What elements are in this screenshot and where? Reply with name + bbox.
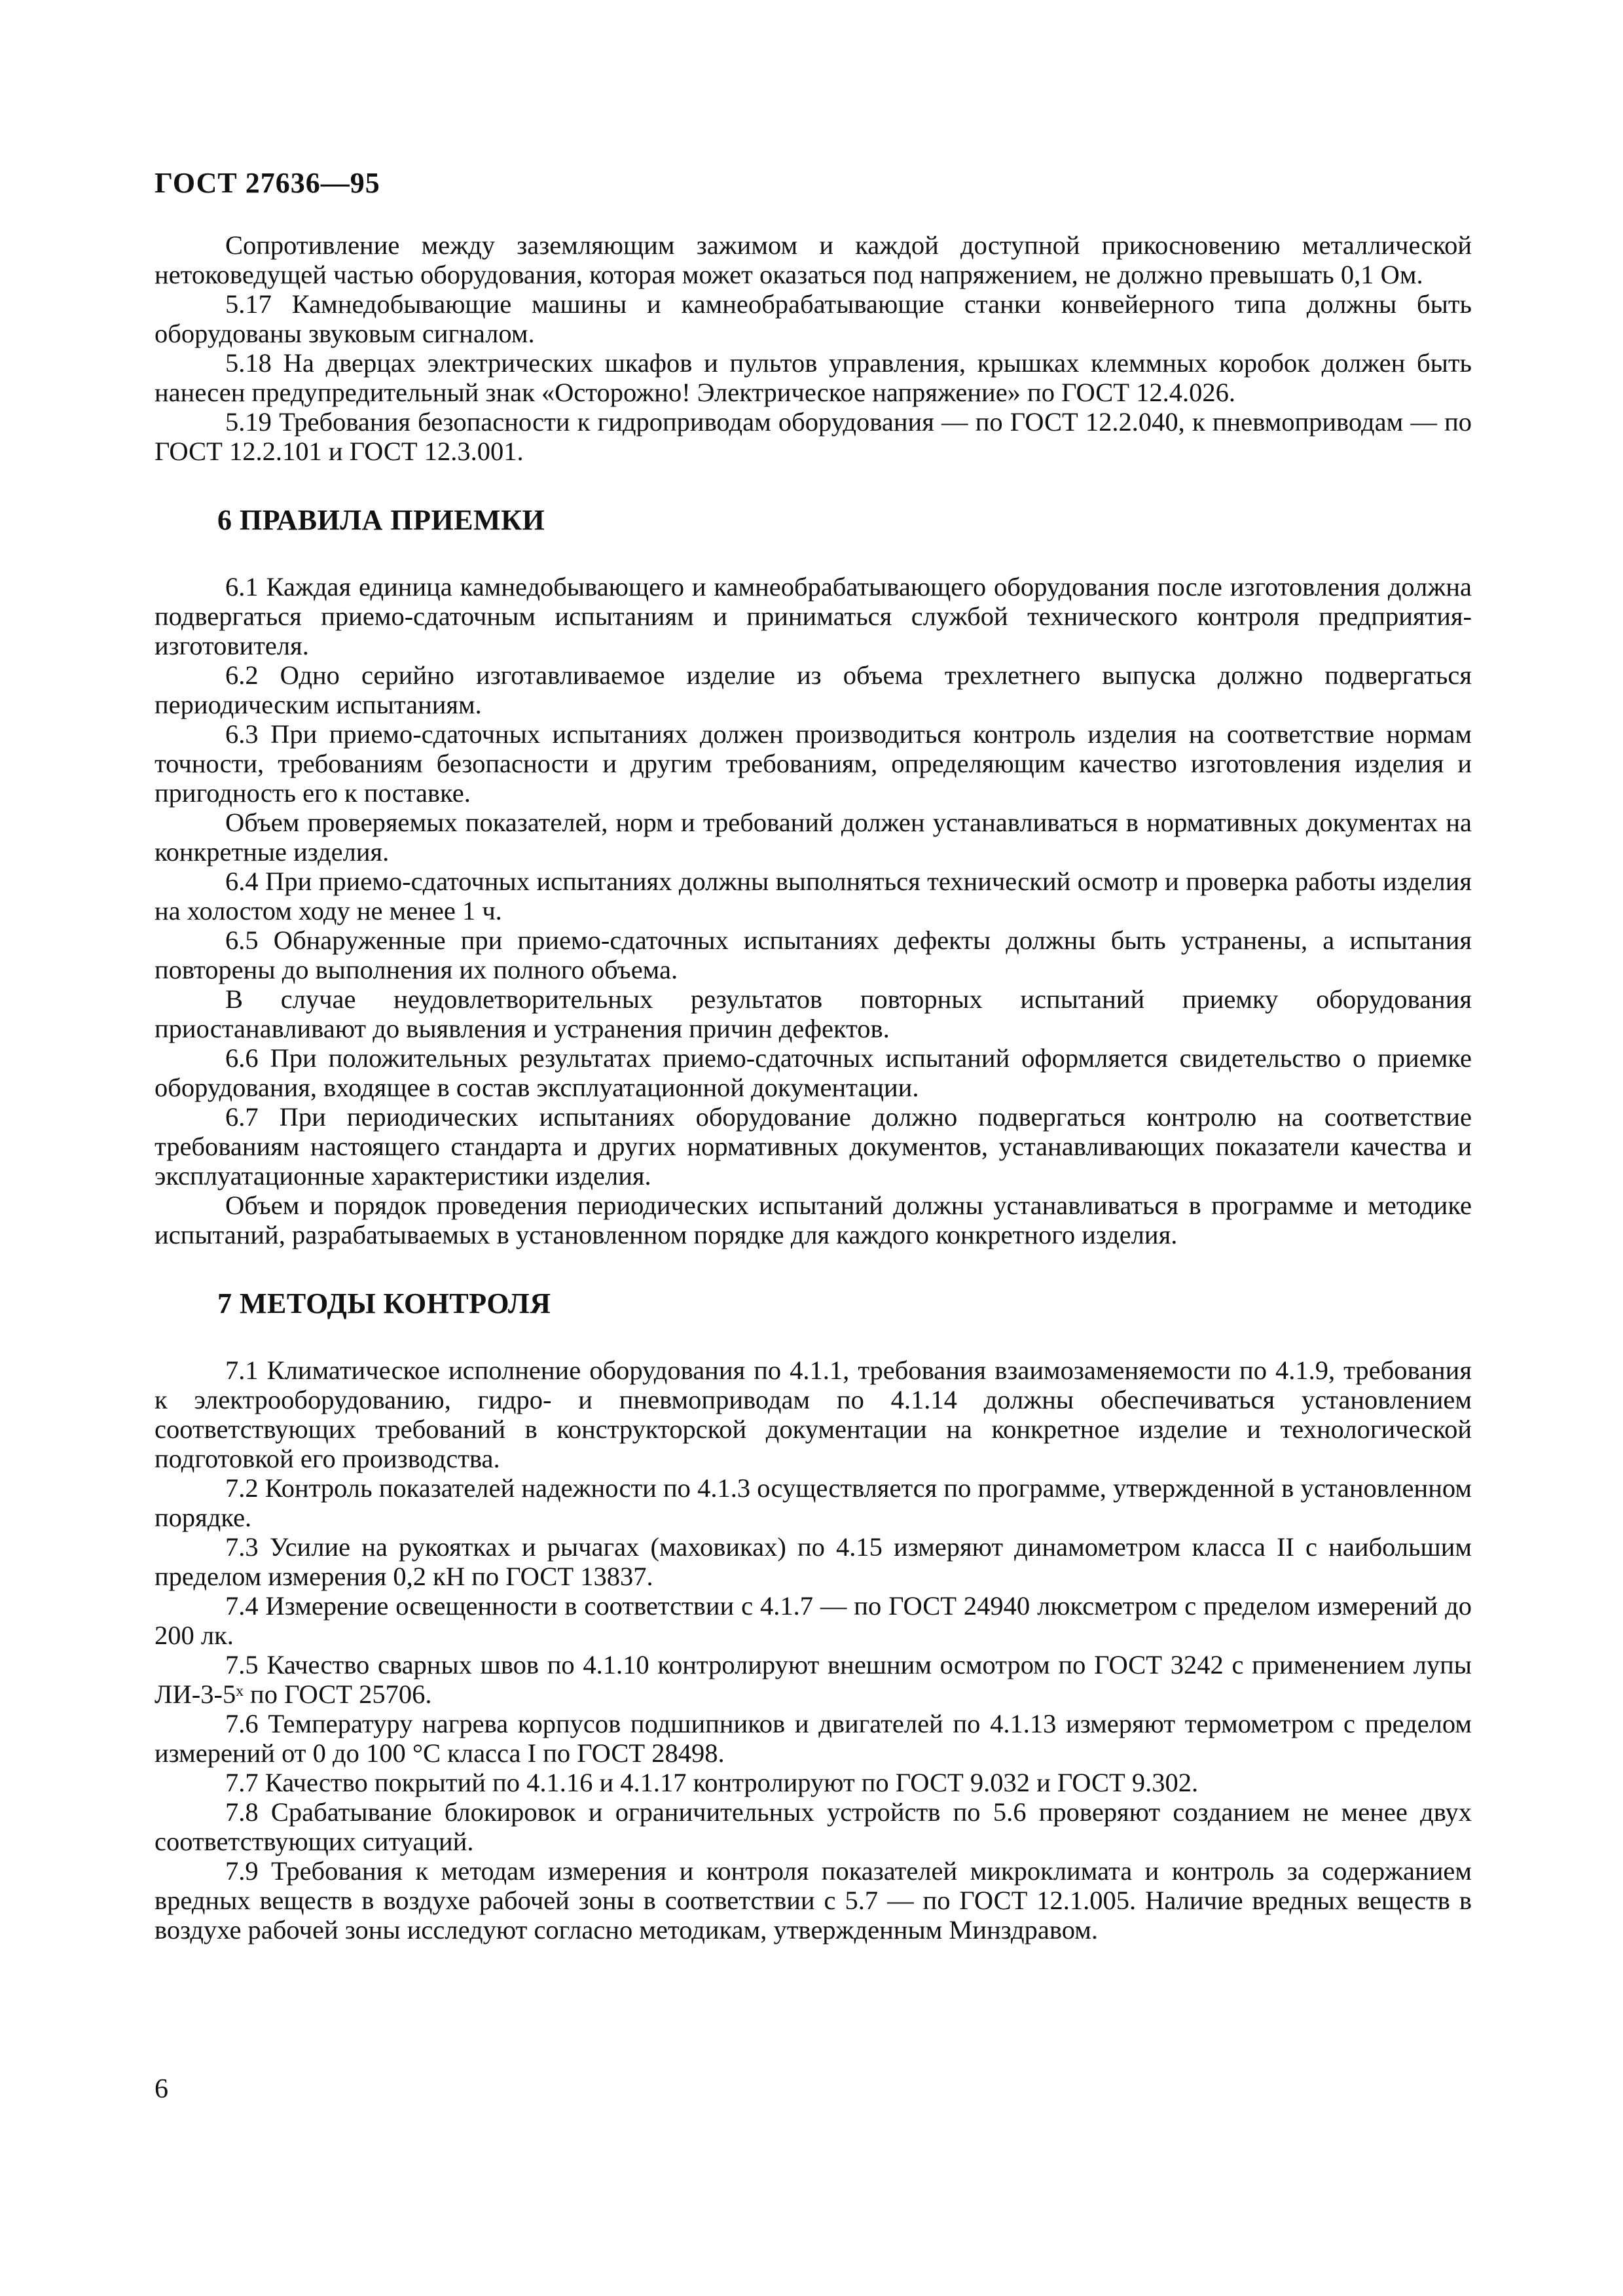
page-number: 6 — [155, 2074, 168, 2104]
paragraph-7-7: 7.7 Качество покрытий по 4.1.16 и 4.1.17 контролируют по ГОСТ 9.032 и ГОСТ 9.302. — [225, 1768, 1199, 1797]
paragraph-6-5: 6.5 Обнаруженные при приемо-сдаточных испытаниях дефекты должны быть устранены, а испытания повторены до выполнения их полного объема. — [155, 925, 1472, 984]
document-header-code: ГОСТ 27636—95 — [155, 167, 380, 199]
paragraph-7-5: 7.5 Качество сварных швов по 4.1.10 контролируют внешним осмотром по ГОСТ 3242 с применением лупы ЛИ-3-5ˣ по ГОСТ 25706. — [155, 1650, 1472, 1709]
paragraph-7-2: 7.2 Контроль показателей надежности по 4.1.3 осуществляется по программе, утвержденной в установленном порядке. — [155, 1473, 1472, 1532]
paragraph-7-3: 7.3 Усилие на рукоятках и рычагах (маховиках) по 4.15 измеряют динамометром класса II с наибольшим пределом измерения 0,2 кН по ГОСТ 13837. — [155, 1532, 1472, 1591]
paragraph-5-17: 5.17 Камнедобывающие машины и камнеобрабатывающие станки конвейерного типа должны быть оборудованы звуковым сигналом. — [155, 289, 1472, 348]
paragraph-6-4: 6.4 При приемо-сдаточных испытаниях должны выполняться технический осмотр и проверка работы изделия на холостом ходу не менее 1 ч. — [155, 867, 1472, 925]
paragraph-7-8: 7.8 Срабатывание блокировок и ограничительных устройств по 5.6 проверяют созданием не менее двух соответствующих ситуаций. — [155, 1797, 1472, 1856]
paragraph-7-4: 7.4 Измерение освещенности в соответствии с 4.1.7 — по ГОСТ 24940 люксметром с пределом измерений до 200 лк. — [155, 1591, 1472, 1650]
paragraph-5-16-cont: Сопротивление между заземляющим зажимом и каждой доступной прикосновению металлической нетоковедущей частью оборудования, которая может оказаться под напряжением, не должно превышать 0,1 Ом. — [155, 230, 1472, 289]
section-heading-6: 6 ПРАВИЛА ПРИЕМКИ — [217, 504, 545, 536]
paragraph-6-3-scope: Объем проверяемых показателей, норм и требований должен устанавливаться в нормативных документах на конкретные изделия. — [155, 808, 1472, 867]
paragraph-6-5-failure: В случае неудовлетворительных результатов повторных испытаний приемку оборудования приостанавливают до выявления и устранения причин дефектов. — [155, 984, 1472, 1043]
page-content — [155, 230, 1472, 1945]
paragraph-6-7-scope: Объем и порядок проведения периодических испытаний должны устанавливаться в программе и методике испытаний, разрабатываемых в установленном порядке для каждого конкретного изделия. — [155, 1191, 1472, 1249]
paragraph-5-18: 5.18 На дверцах электрических шкафов и пультов управления, крышках клеммных коробок должен быть нанесен предупредительный знак «Осторожно! Электрическое напряжение» по ГОСТ 12.4.026. — [155, 348, 1472, 407]
paragraph-7-6: 7.6 Температуру нагрева корпусов подшипников и двигателей по 4.1.13 измеряют термометром с пределом измерений от 0 до 100 °С класса I по ГОСТ 28498. — [155, 1709, 1472, 1768]
paragraph-6-3: 6.3 При приемо-сдаточных испытаниях должен производиться контроль изделия на соответствие нормам точности, требованиям безопасности и другим требованиям, определяющим качество изготовления изделия и пригодность его к поставке. — [155, 719, 1472, 808]
paragraph-6-7: 6.7 При периодических испытаниях оборудование должно подвергаться контролю на соответствие требованиям настоящего стандарта и других нормативных документов, устанавливающих показатели качества и эксплуатационные характеристики изделия. — [155, 1102, 1472, 1191]
paragraph-5-19: 5.19 Требования безопасности к гидроприводам оборудования — по ГОСТ 12.2.040, к пневмоприводам — по ГОСТ 12.2.101 и ГОСТ 12.3.001. — [155, 407, 1472, 466]
paragraph-6-2: 6.2 Одно серийно изготавливаемое изделие из объема трехлетнего выпуска должно подвергаться периодическим испытаниям. — [155, 660, 1472, 719]
paragraph-6-1: 6.1 Каждая единица камнедобывающего и камнеобрабатывающего оборудования после изготовления должна подвергаться приемо-сдаточным испытаниям и приниматься службой технического контроля предприятия-изготовителя. — [155, 572, 1472, 660]
paragraph-6-6: 6.6 При положительных результатах приемо-сдаточных испытаний оформляется свидетельство о приемке оборудования, входящее в состав эксплуатационной документации. — [155, 1043, 1472, 1102]
paragraph-7-1: 7.1 Климатическое исполнение оборудования по 4.1.1, требования взаимозаменяемости по 4.1.9, требования к электрооборудованию, гидро- и пневмоприводам по 4.1.14 должны обеспечиваться установлением соответствующих требований в конструкторской документации на конкретное изделие и технологической подготовкой его производства. — [155, 1355, 1472, 1473]
section-heading-7: 7 МЕТОДЫ КОНТРОЛЯ — [217, 1287, 551, 1319]
paragraph-7-9: 7.9 Требования к методам измерения и контроля показателей микроклимата и контроль за содержанием вредных веществ в воздухе рабочей зоны в соответствии с 5.7 — по ГОСТ 12.1.005. Наличие вредных веществ в воздухе рабочей зоны исследуют согласно методикам, утвержденным Минздравом. — [155, 1856, 1472, 1945]
